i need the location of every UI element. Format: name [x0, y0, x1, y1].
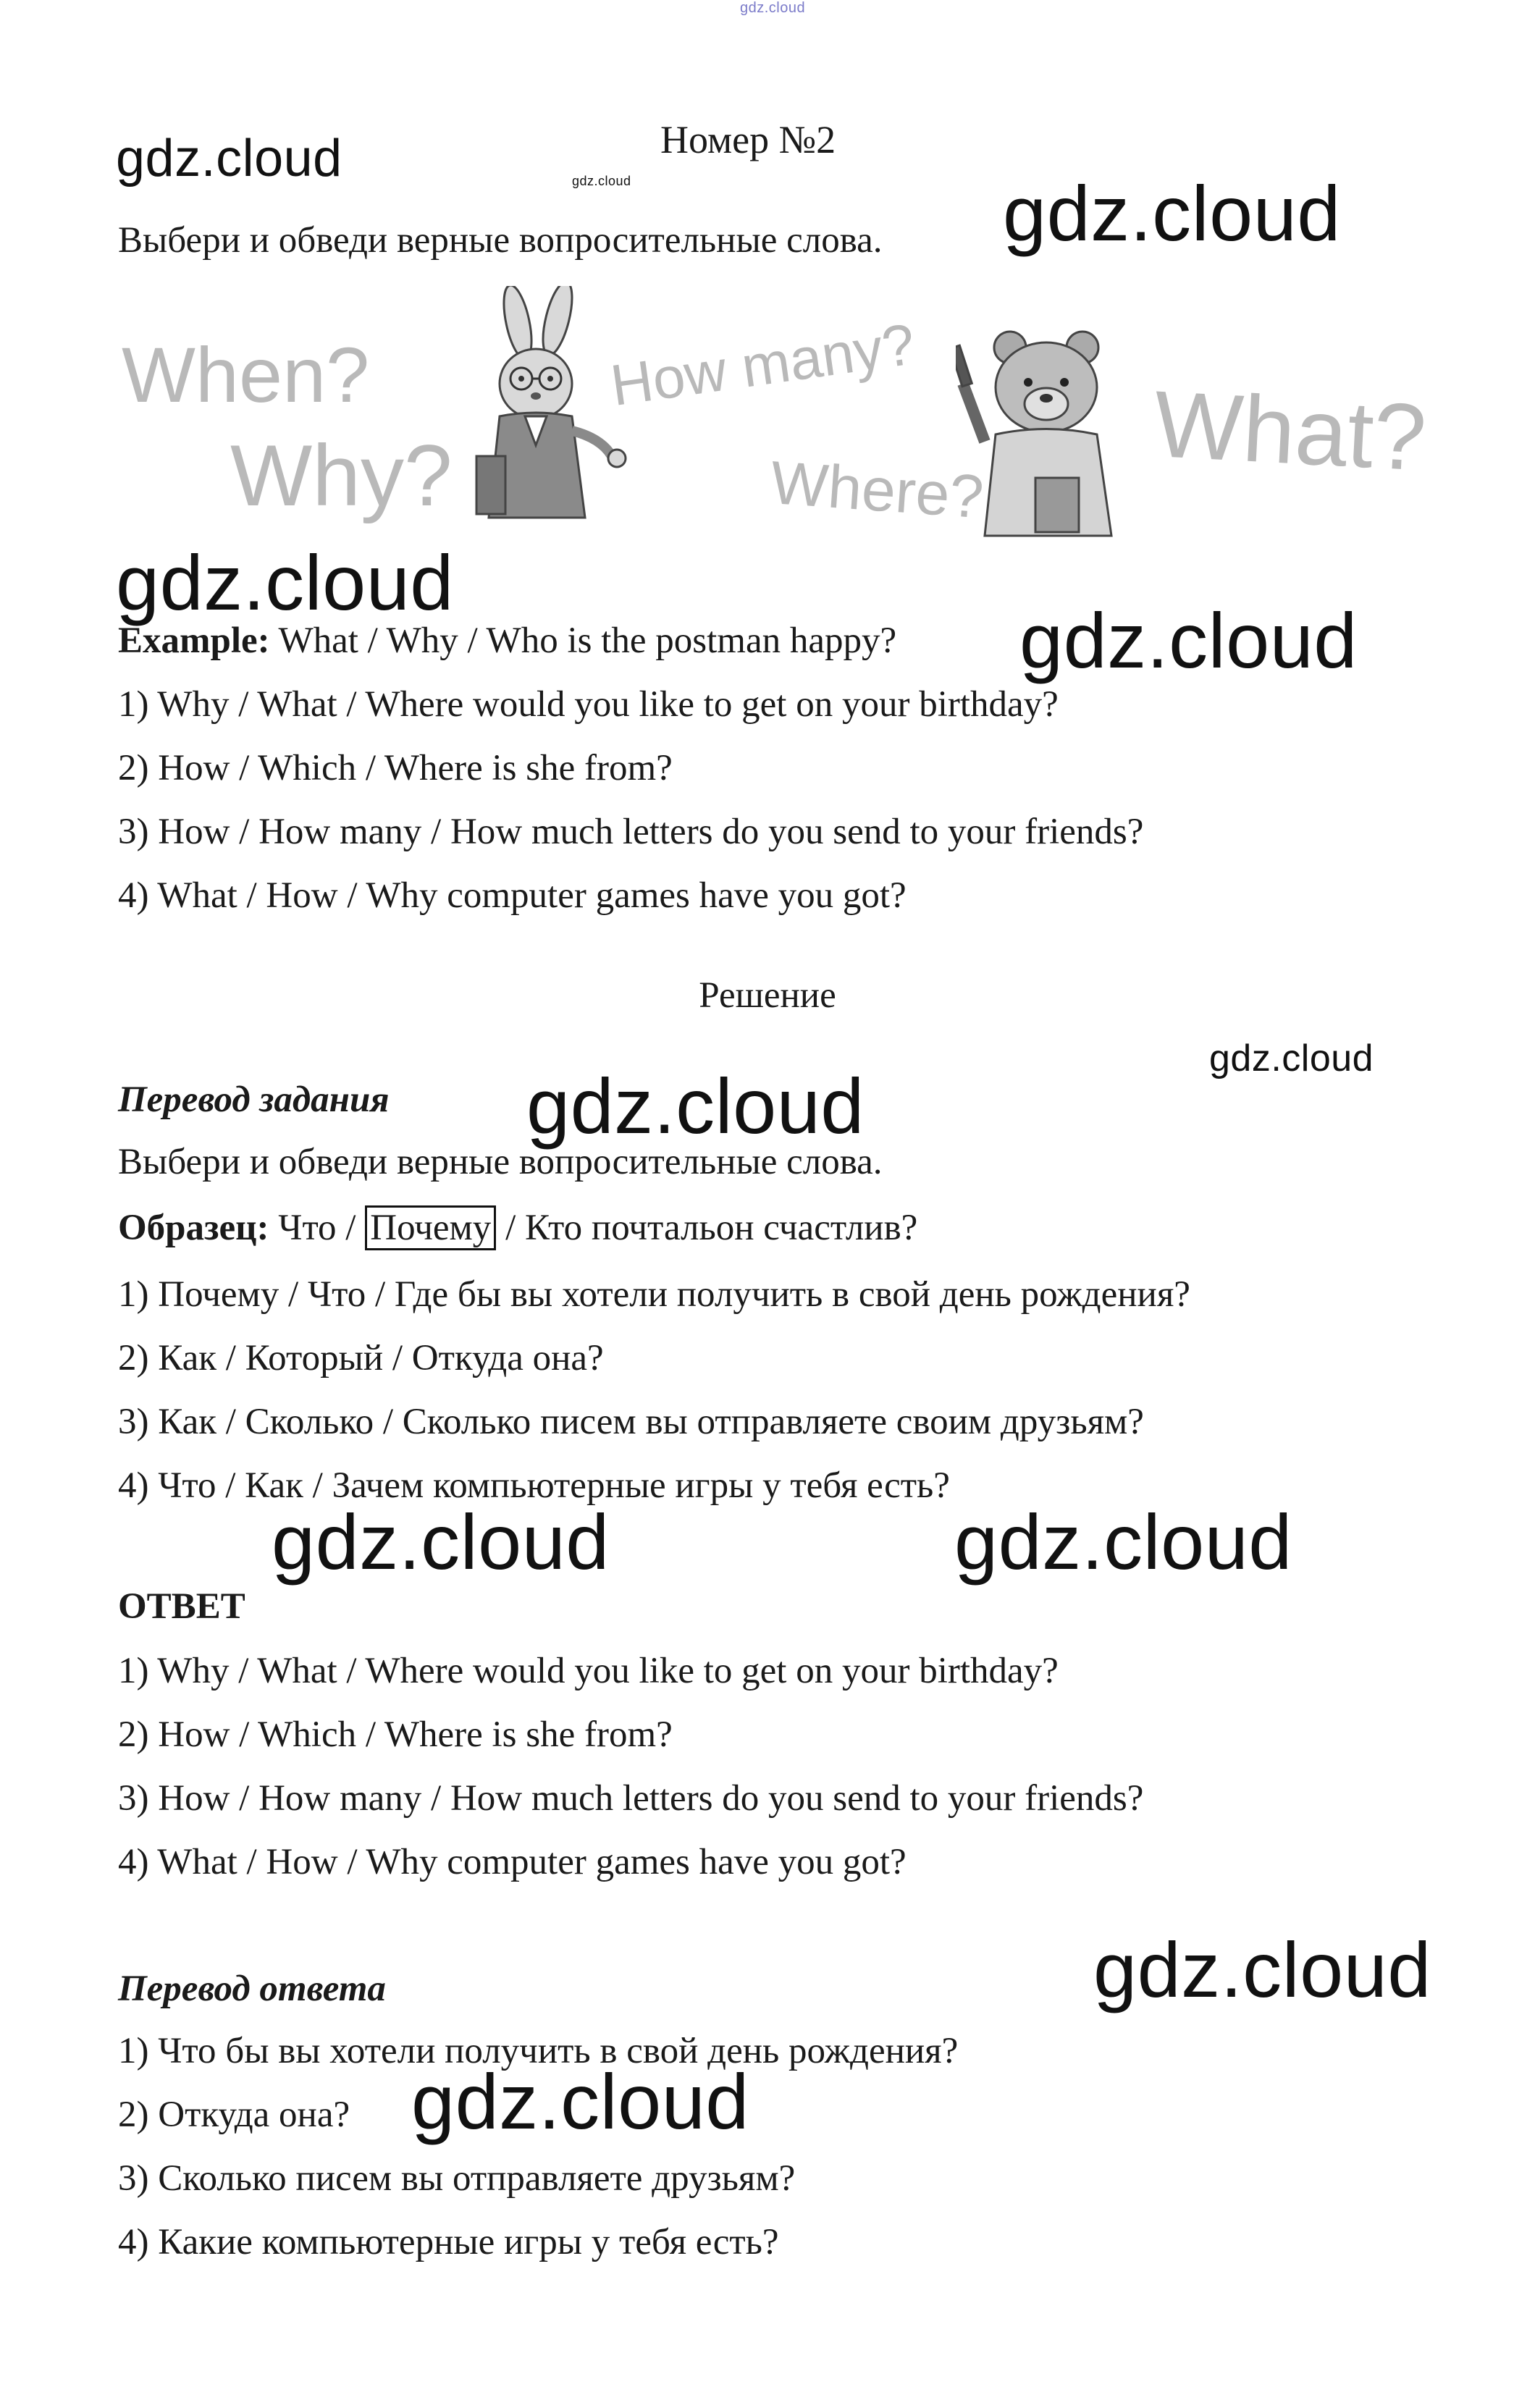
rabbit-illustration [463, 286, 637, 532]
translation-item: 4) Что / Как / Зачем компьютерные игры у тебя есть? [118, 1465, 950, 1506]
sample-boxed-answer: Почему [365, 1205, 496, 1250]
answer-item: 2) How / Which / Where is she from? [118, 1714, 673, 1755]
solution-title: Решение [699, 975, 836, 1016]
answer-translation-heading: Перевод ответа [118, 1969, 386, 2009]
word-what: What? [1151, 370, 1429, 491]
task-item: 3) How / How many / How much letters do you send to your friends? [118, 812, 1144, 852]
example-label: Example: [118, 620, 270, 661]
watermark: gdz.cloud [116, 130, 342, 188]
word-where: Where? [768, 447, 986, 531]
watermark: gdz.cloud [572, 174, 631, 188]
watermark: gdz.cloud [1003, 169, 1341, 257]
translation-heading: Перевод задания [118, 1079, 390, 1120]
watermark: gdz.cloud [526, 1062, 865, 1150]
example-line [118, 619, 896, 662]
task-instruction: Выбери и обведи верные вопросительные слова. [118, 220, 883, 261]
task-item: 2) How / Which / Where is she from? [118, 748, 673, 788]
watermark-top: gdz.cloud [740, 0, 806, 16]
answer-item: 3) How / How many / How much letters do you send to your friends? [118, 1778, 1144, 1819]
watermark: gdz.cloud [116, 539, 454, 626]
word-when: When? [122, 331, 370, 418]
translation-instruction: Выбери и обведи верные вопросительные слова. [118, 1142, 883, 1182]
sample-before: Что / [269, 1208, 366, 1248]
sample-label: Образец: [118, 1208, 269, 1248]
answer-translation-item: 2) Откуда она? [118, 2095, 350, 2135]
task-item: 1) Why / What / Where would you like to get on your birthday? [118, 684, 1059, 725]
sample-line [118, 1206, 917, 1250]
translation-item: 3) Как / Сколько / Сколько писем вы отправляете своим друзьям? [118, 1402, 1144, 1442]
answer-heading: ОТВЕТ [118, 1586, 245, 1627]
translation-item: 2) Как / Который / Откуда она? [118, 1338, 604, 1378]
watermark: gdz.cloud [411, 2058, 749, 2145]
watermark: gdz.cloud [1019, 597, 1358, 684]
answer-translation-item: 1) Что бы вы хотели получить в свой день рождения? [118, 2031, 959, 2071]
example-text: What / Why / Who is the postman happy? [269, 620, 897, 661]
answer-item: 4) What / How / Why computer games have you got? [118, 1842, 907, 1882]
word-why: Why? [230, 427, 453, 524]
watermark: gdz.cloud [272, 1498, 610, 1586]
watermark: gdz.cloud [1209, 1037, 1374, 1079]
task-item: 4) What / How / Why computer games have you got? [118, 875, 907, 916]
answer-translation-item: 4) Какие компьютерные игры у тебя есть? [118, 2222, 779, 2262]
word-how-many: How many? [607, 311, 919, 418]
answer-item: 1) Why / What / Where would you like to get on your birthday? [118, 1651, 1059, 1691]
watermark: gdz.cloud [1093, 1926, 1431, 2013]
answer-translation-item: 3) Сколько писем вы отправляете друзьям? [118, 2158, 796, 2199]
bear-illustration [956, 319, 1151, 543]
sample-after: / Кто почтальон счастлив? [496, 1208, 918, 1248]
watermark: gdz.cloud [954, 1498, 1292, 1586]
page-title: Номер №2 [660, 118, 836, 161]
translation-item: 1) Почему / Что / Где бы вы хотели получить в свой день рождения? [118, 1274, 1190, 1315]
